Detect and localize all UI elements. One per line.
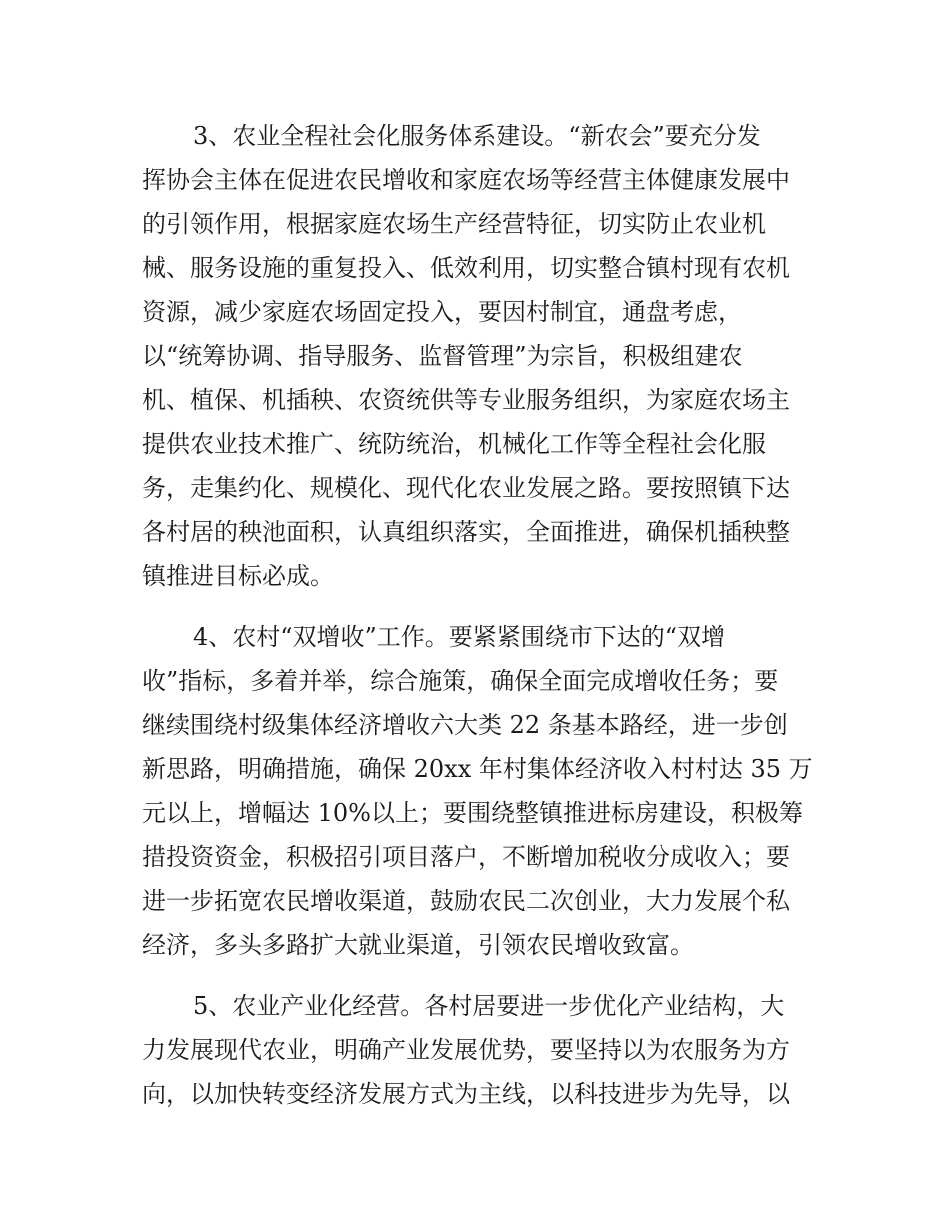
- paragraph-5-line-2: 力发展现代农业，明确产业发展优势，要坚持以为农服务为方: [142, 1036, 790, 1064]
- paragraph-4-line-6: 措投资资金，积极招引项目落户，不断增加税收分成收入；要: [142, 843, 790, 871]
- paragraph-5-line-3: 向，以加快转变经济发展方式为主线，以科技进步为先导，以: [142, 1080, 790, 1108]
- paragraph-3-line-1: 3、农业全程社会化服务体系建设。“新农会”要充分发: [193, 122, 761, 150]
- paragraph-3-line-3: 的引领作用，根据家庭农场生产经营特征，切实防止农业机: [142, 210, 766, 238]
- paragraph-4-line-3: 继续围绕村级集体经济增收六大类 22 条基本路经，进一步创: [142, 711, 788, 739]
- paragraph-3-line-4: 械、服务设施的重复投入、低效利用，切实整合镇村现有农机: [142, 254, 790, 282]
- paragraph-3-line-9: 务，走集约化、规模化、现代化农业发展之路。要按照镇下达: [142, 474, 790, 502]
- paragraph-3-line-7: 机、植保、机插秧、农资统供等专业服务组织，为家庭农场主: [142, 386, 790, 414]
- paragraph-3-line-8: 提供农业技术推广、统防统治，机械化工作等全程社会化服: [142, 430, 766, 458]
- paragraph-4-line-8: 经济，多头多路扩大就业渠道，引领农民增收致富。: [142, 931, 694, 959]
- paragraph-3-line-11: 镇推进目标必成。: [142, 562, 334, 590]
- paragraph-4-line-4: 新思路，明确措施，确保 20xx 年村集体经济收入村村达 35 万: [142, 755, 813, 783]
- paragraph-4-line-5: 元以上，增幅达 10%以上；要围绕整镇推进标房建设，积极筹: [142, 799, 803, 827]
- paragraph-3-line-6: 以“统筹协调、指导服务、监督管理”为宗旨，积极组建农: [142, 342, 743, 370]
- paragraph-4-line-7: 进一步拓宽农民增收渠道，鼓励农民二次创业，大力发展个私: [142, 887, 790, 915]
- paragraph-5-line-1: 5、农业产业化经营。各村居要进一步优化产业结构，大: [193, 992, 785, 1020]
- paragraph-3-line-2: 挥协会主体在促进农民增收和家庭农场等经营主体健康发展中: [142, 166, 790, 194]
- paragraph-3-line-10: 各村居的秧池面积，认真组织落实，全面推进，确保机插秧整: [142, 518, 790, 546]
- paragraph-3-line-5: 资源，减少家庭农场固定投入，要因村制宜，通盘考虑，: [142, 298, 742, 326]
- paragraph-4-line-2: 收”指标，多着并举，综合施策，确保全面完成增收任务；要: [142, 667, 779, 695]
- paragraph-4-line-1: 4、农村“双增收”工作。要紧紧围绕市下达的“双增: [193, 623, 726, 651]
